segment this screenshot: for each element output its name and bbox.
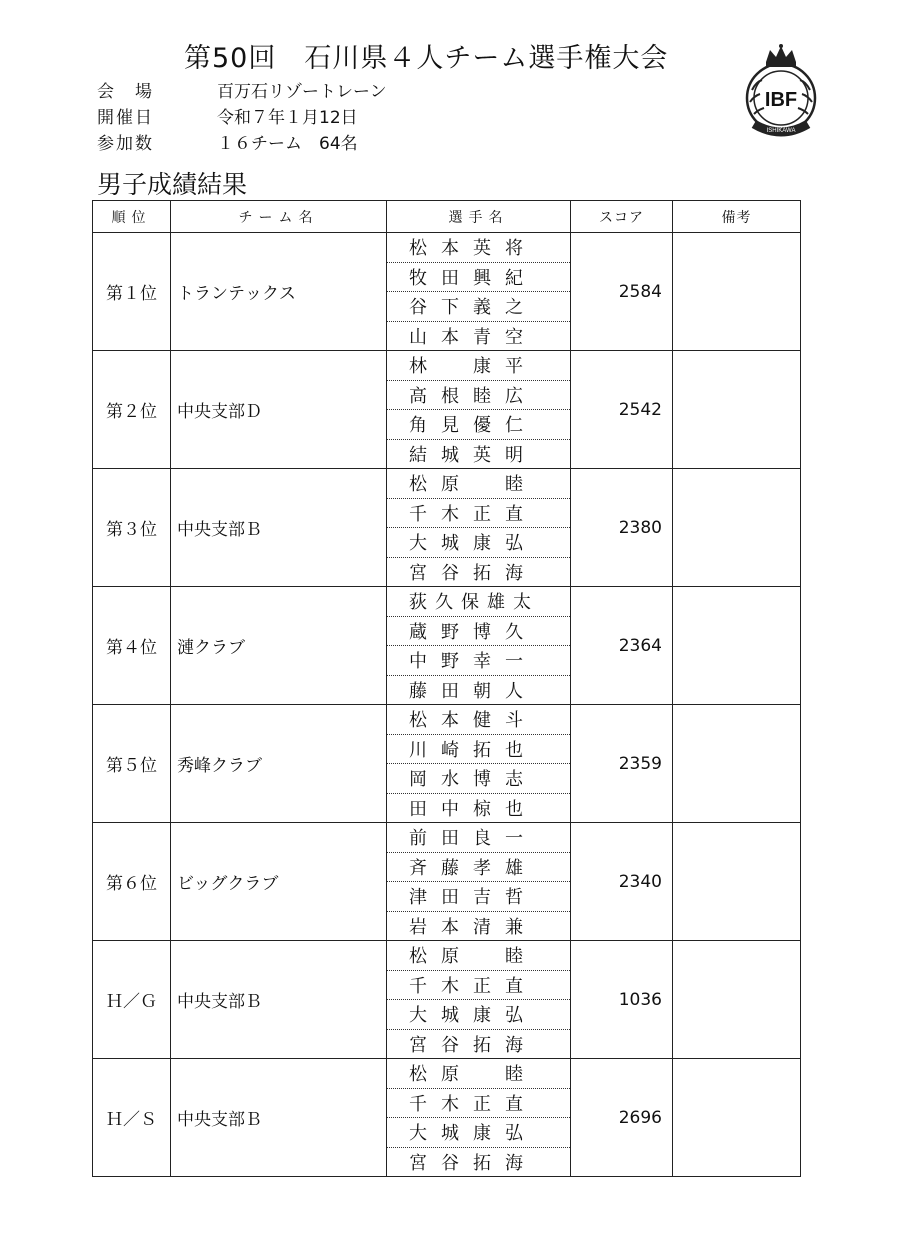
note-cell bbox=[673, 823, 801, 941]
participants-line bbox=[97, 129, 358, 154]
player-name: 荻久保雄太 bbox=[387, 587, 570, 617]
player-name: 大城康弘 bbox=[387, 528, 570, 558]
note-cell bbox=[673, 351, 801, 469]
team-cell: 中央支部Ｂ bbox=[171, 469, 387, 587]
player-name: 藤田朝人 bbox=[409, 680, 537, 702]
table-header-row bbox=[93, 201, 801, 233]
header-players: 選手名 bbox=[387, 201, 571, 233]
ibf-logo-icon bbox=[740, 40, 822, 140]
date-line bbox=[97, 103, 358, 128]
rank-cell: 第１位 bbox=[93, 233, 171, 351]
player-name: 谷下義之 bbox=[387, 292, 570, 322]
date-value: 令和７年１月12日 bbox=[217, 108, 358, 128]
team-cell: トランテックス bbox=[171, 233, 387, 351]
rank-cell: 第３位 bbox=[93, 469, 171, 587]
team-cell: 漣クラブ bbox=[171, 587, 387, 705]
rank-cell: 第５位 bbox=[93, 705, 171, 823]
note-cell bbox=[673, 1059, 801, 1177]
results-table bbox=[92, 200, 801, 1177]
player-name: 松原 睦 bbox=[387, 1059, 570, 1089]
document-title: 第50回 石川県４人チーム選手権大会 bbox=[184, 43, 669, 74]
players-cell bbox=[387, 941, 571, 1059]
player-name: 宮谷拓海 bbox=[409, 1034, 537, 1056]
players-cell bbox=[387, 233, 571, 351]
note-cell bbox=[673, 233, 801, 351]
player-name: 岩本清兼 bbox=[409, 916, 537, 938]
player-name: 牧田興紀 bbox=[387, 263, 570, 293]
players-cell bbox=[387, 1059, 571, 1177]
section-title: 男子成績結果 bbox=[97, 170, 248, 199]
logo-ring-text: ISHIKAWA bbox=[766, 128, 796, 134]
player-name: 高根睦広 bbox=[387, 381, 570, 411]
player-name: 大城康弘 bbox=[387, 1000, 570, 1030]
logo-text: IBF bbox=[764, 89, 798, 111]
score-cell: 2364 bbox=[571, 587, 673, 705]
note-cell bbox=[673, 705, 801, 823]
team-cell: 中央支部Ｂ bbox=[171, 1059, 387, 1177]
table-row bbox=[93, 469, 801, 587]
player-name: 宮谷拓海 bbox=[409, 562, 537, 584]
team-cell: 中央支部Ｂ bbox=[171, 941, 387, 1059]
rank-cell: Ｈ／Ｇ bbox=[93, 941, 171, 1059]
header-rank: 順位 bbox=[93, 201, 171, 233]
table-row bbox=[93, 587, 801, 705]
players-cell bbox=[387, 823, 571, 941]
score-cell: 2696 bbox=[571, 1059, 673, 1177]
players-cell bbox=[387, 587, 571, 705]
player-name: 角見優仁 bbox=[387, 410, 570, 440]
rank-cell: 第４位 bbox=[93, 587, 171, 705]
team-cell: 中央支部Ｄ bbox=[171, 351, 387, 469]
player-name: 斉藤孝雄 bbox=[387, 853, 570, 883]
note-cell bbox=[673, 587, 801, 705]
player-name: 千木正直 bbox=[387, 499, 570, 529]
player-name: 松本健斗 bbox=[387, 705, 570, 735]
table-row bbox=[93, 233, 801, 351]
rank-cell: Ｈ／Ｓ bbox=[93, 1059, 171, 1177]
player-name: 松原 睦 bbox=[387, 469, 570, 499]
player-name: 川崎拓也 bbox=[387, 735, 570, 765]
rank-cell: 第２位 bbox=[93, 351, 171, 469]
players-cell bbox=[387, 705, 571, 823]
participants-label: 参加数 bbox=[97, 134, 154, 154]
note-cell bbox=[673, 941, 801, 1059]
player-name: 蔵野博久 bbox=[387, 617, 570, 647]
table-row bbox=[93, 823, 801, 941]
players-cell bbox=[387, 469, 571, 587]
score-cell: 2542 bbox=[571, 351, 673, 469]
players-cell bbox=[387, 351, 571, 469]
score-cell: 1036 bbox=[571, 941, 673, 1059]
player-name: 山本青空 bbox=[409, 326, 537, 348]
player-name: 松原 睦 bbox=[387, 941, 570, 971]
score-cell: 2380 bbox=[571, 469, 673, 587]
header-team: チーム名 bbox=[171, 201, 387, 233]
note-cell bbox=[673, 469, 801, 587]
table-row bbox=[93, 705, 801, 823]
score-cell: 2584 bbox=[571, 233, 673, 351]
table-row bbox=[93, 351, 801, 469]
venue-value: 百万石リゾートレーン bbox=[217, 82, 387, 102]
player-name: 大城康弘 bbox=[387, 1118, 570, 1148]
player-name: 前田良一 bbox=[387, 823, 570, 853]
player-name: 千木正直 bbox=[387, 1089, 570, 1119]
header-notes: 備考 bbox=[673, 201, 801, 233]
player-name: 結城英明 bbox=[409, 444, 537, 466]
rank-cell: 第６位 bbox=[93, 823, 171, 941]
player-name: 千木正直 bbox=[387, 971, 570, 1001]
table-row bbox=[93, 941, 801, 1059]
venue-line bbox=[97, 77, 387, 102]
header-score: スコア bbox=[571, 201, 673, 233]
player-name: 林 康平 bbox=[387, 351, 570, 381]
team-cell: 秀峰クラブ bbox=[171, 705, 387, 823]
score-cell: 2340 bbox=[571, 823, 673, 941]
score-cell: 2359 bbox=[571, 705, 673, 823]
player-name: 田中椋也 bbox=[409, 798, 537, 820]
table-row bbox=[93, 1059, 801, 1177]
player-name: 岡水博志 bbox=[387, 764, 570, 794]
team-cell: ビッグクラブ bbox=[171, 823, 387, 941]
player-name: 宮谷拓海 bbox=[409, 1152, 537, 1174]
participants-value: １６チーム 64名 bbox=[217, 134, 358, 154]
player-name: 津田吉哲 bbox=[387, 882, 570, 912]
player-name: 中野幸一 bbox=[387, 646, 570, 676]
date-label: 開催日 bbox=[97, 108, 154, 128]
player-name: 松本英将 bbox=[387, 233, 570, 263]
venue-label: 会 場 bbox=[97, 82, 154, 102]
